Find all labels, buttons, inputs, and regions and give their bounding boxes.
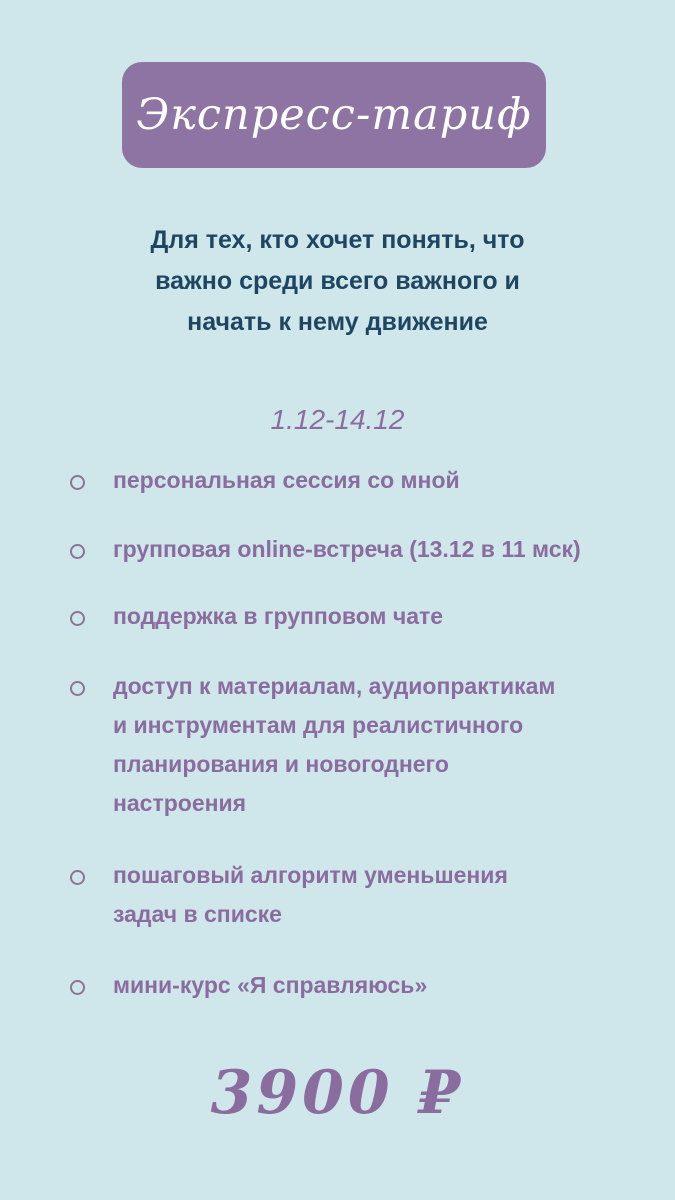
circle-bullet-icon <box>70 611 85 626</box>
feature-line: и инструментам для реалистичного <box>113 712 524 738</box>
price: 3900 ₽ <box>210 1058 465 1128</box>
feature-line: мини-курс «Я справляюсь» <box>113 972 428 998</box>
feature-line: настроения <box>113 790 247 816</box>
feature-item <box>70 600 443 636</box>
feature-item <box>70 464 460 500</box>
subtitle-line: важно среди всего важного и <box>155 267 520 295</box>
feature-item <box>70 859 508 934</box>
feature-line: пошаговый алгоритм уменьшения <box>113 862 508 888</box>
feature-text <box>113 966 427 1005</box>
feature-text <box>113 856 508 934</box>
feature-item <box>70 969 427 1005</box>
feature-text <box>113 667 555 823</box>
feature-text <box>113 530 581 569</box>
subtitle <box>60 220 615 343</box>
circle-bullet-icon <box>70 544 85 559</box>
circle-bullet-icon <box>70 681 85 696</box>
circle-bullet-icon <box>70 475 85 490</box>
feature-line: планирования и новогоднего <box>113 751 449 777</box>
date-range: 1.12-14.12 <box>270 404 405 435</box>
feature-line: поддержка в групповом чате <box>113 603 444 629</box>
circle-bullet-icon <box>70 980 85 995</box>
feature-line: групповая online-встреча (13.12 в 11 мск) <box>113 536 581 562</box>
subtitle-line: начать к нему движение <box>187 308 488 336</box>
feature-line: задач в списке <box>113 901 282 927</box>
feature-item <box>70 670 555 823</box>
feature-item <box>70 533 581 569</box>
feature-text <box>113 461 460 500</box>
title-badge <box>122 62 546 168</box>
page-title: Экспресс-тариф <box>136 90 532 140</box>
feature-line: доступ к материалам, аудиопрактикам <box>113 673 556 699</box>
feature-text <box>113 597 443 636</box>
feature-line: персональная сессия со мной <box>113 467 460 493</box>
circle-bullet-icon <box>70 870 85 885</box>
subtitle-line: Для тех, кто хочет понять, что <box>150 226 525 254</box>
